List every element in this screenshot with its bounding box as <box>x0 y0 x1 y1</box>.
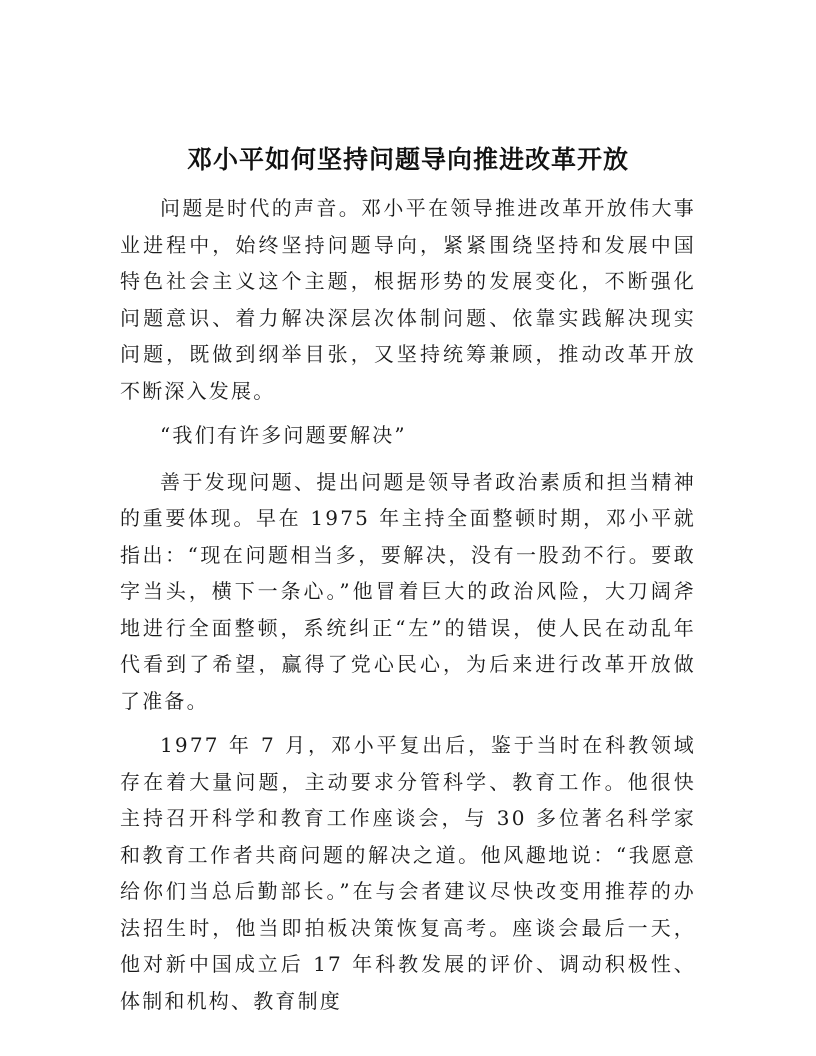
paragraph-1977: 1977 年 7 月，邓小平复出后，鉴于当时在科教领域存在着大量问题，主动要求分管科学、教育工作。他很快主持召开科学和教育工作座谈会，与 30 多位著名科学家和教育工作者共商问题的解决之道。他风趣地说：“我愿意给你们当总后勤部长。”在与会者建议尽快改变用推荐的办法招生时，他当即拍板决策恢复高考。座谈会最后一天，他对新中国成立后 17 年科教发展的评价、调动积极性、体制和机构、教育制度 <box>120 733 696 1013</box>
paragraph-1975: 善于发现问题、提出问题是领导者政治素质和担当精神的重要体现。早在 1975 年主持全面整顿时期，邓小平就指出：“现在问题相当多，要解决，没有一股劲不行。要敢字当头，横下一条心。”他冒着巨大的政治风险，大刀阔斧地进行全面整顿，系统纠正“左”的错误，使人民在动乱年代看到了希望，赢得了党心民心，为后来进行改革开放做了准备。 <box>120 469 696 713</box>
document-title: 邓小平如何坚持问题导向推进改革开放 <box>186 145 629 174</box>
paragraph-intro: 问题是时代的声音。邓小平在领导推进改革开放伟大事业进程中，始终坚持问题导向，紧紧围绕坚持和发展中国特色社会主义这个主题，根据形势的发展变化，不断强化问题意识、着力解决深层次体制问题、依靠实践解决现实问题，既做到纲举目张，又坚持统筹兼顾，推动改革开放不断深入发展。 <box>120 196 696 403</box>
section-heading: “我们有许多问题要解决” <box>160 423 407 447</box>
document-body <box>120 190 696 1027</box>
